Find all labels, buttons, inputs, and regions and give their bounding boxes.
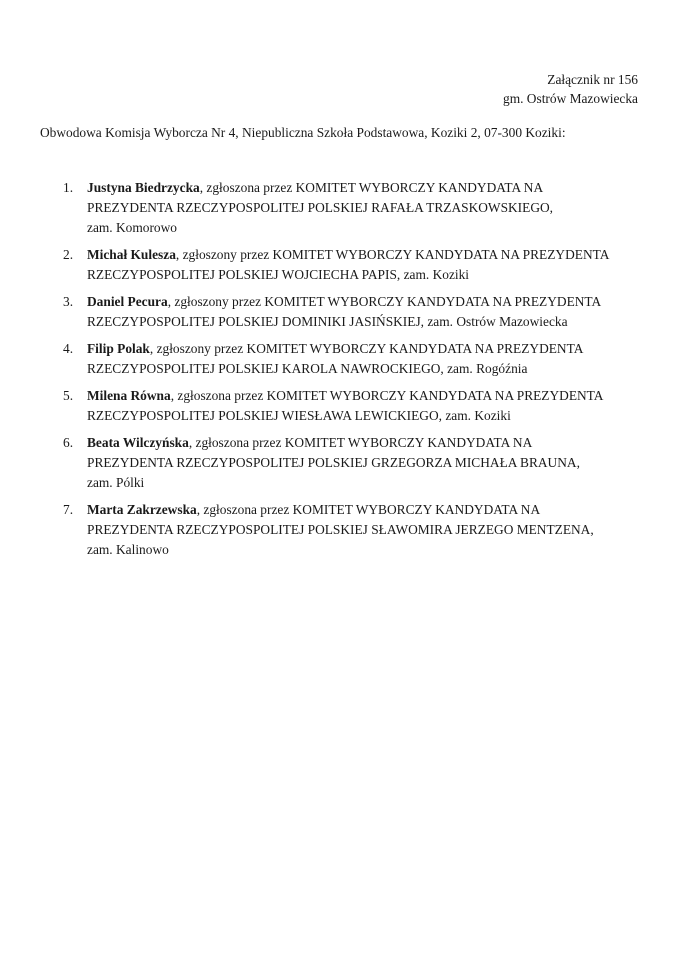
list-item xyxy=(0,500,679,560)
item-line: RZECZYPOSPOLITEJ POLSKIEJ WIESŁAWA LEWICKIEGO, zam. Koziki xyxy=(87,408,511,423)
item-line: RZECZYPOSPOLITEJ POLSKIEJ WOJCIECHA PAPIS, zam. Koziki xyxy=(87,267,470,282)
item-line: RZECZYPOSPOLITEJ POLSKIEJ DOMINIKI JASIŃSKIEJ, zam. Ostrów Mazowiecka xyxy=(87,314,568,329)
item-number: 6. xyxy=(63,435,74,450)
list-item xyxy=(0,292,679,332)
list-item xyxy=(0,339,679,379)
list-item xyxy=(0,386,679,426)
item-line: RZECZYPOSPOLITEJ POLSKIEJ KAROLA NAWROCKIEGO, zam. Rogóźnia xyxy=(87,361,528,376)
member-name: Filip Polak xyxy=(87,341,150,356)
item-number: 2. xyxy=(63,247,74,262)
item-line xyxy=(87,292,639,312)
member-name: Beata Wilczyńska xyxy=(87,435,189,450)
item-number: 4. xyxy=(63,341,74,356)
commission-title: Obwodowa Komisja Wyborcza Nr 4, Niepubliczna Szkoła Podstawowa, Koziki 2, 07-300 Koziki: xyxy=(40,125,566,140)
municipality: gm. Ostrów Mazowiecka xyxy=(503,91,638,106)
item-line: PREZYDENTA RZECZYPOSPOLITEJ POLSKIEJ GRZEGORZA MICHAŁA BRAUNA, xyxy=(87,455,580,470)
item-text: , zgłoszony przez KOMITET WYBORCZY KANDYDATA NA PREZYDENTA xyxy=(167,294,602,309)
item-line xyxy=(87,339,639,359)
member-name: Daniel Pecura xyxy=(87,294,168,309)
document-header xyxy=(503,70,638,108)
item-text: , zgłoszona przez KOMITET WYBORCZY KANDYDATA NA xyxy=(199,180,544,195)
list-item xyxy=(0,433,679,493)
list-item xyxy=(0,245,679,285)
member-name: Milena Równa xyxy=(87,388,171,403)
members-list xyxy=(0,178,679,567)
member-name: Justyna Biedrzycka xyxy=(87,180,200,195)
item-line xyxy=(87,245,639,265)
item-text: , zgłoszona przez KOMITET WYBORCZY KANDYDATA NA xyxy=(188,435,533,450)
attachment-number: Załącznik nr 156 xyxy=(547,72,638,87)
item-text: , zgłoszona przez KOMITET WYBORCZY KANDYDATA NA PREZYDENTA xyxy=(170,388,604,403)
item-text: , zgłoszony przez KOMITET WYBORCZY KANDYDATA NA PREZYDENTA xyxy=(149,341,584,356)
item-number: 7. xyxy=(63,502,74,517)
item-line: PREZYDENTA RZECZYPOSPOLITEJ POLSKIEJ SŁAWOMIRA JERZEGO MENTZENA, xyxy=(87,522,594,537)
item-number: 3. xyxy=(63,294,74,309)
member-name: Marta Zakrzewska xyxy=(87,502,197,517)
item-line: PREZYDENTA RZECZYPOSPOLITEJ POLSKIEJ RAFAŁA TRZASKOWSKIEGO, xyxy=(87,200,554,215)
item-line xyxy=(87,178,639,198)
item-number: 1. xyxy=(63,180,74,195)
item-line xyxy=(87,386,639,406)
item-line: zam. Kalinowo xyxy=(87,542,169,557)
item-line: zam. Pólki xyxy=(87,475,145,490)
list-item xyxy=(0,178,679,238)
item-number: 5. xyxy=(63,388,74,403)
item-text: , zgłoszona przez KOMITET WYBORCZY KANDYDATA NA xyxy=(196,502,541,517)
item-text: , zgłoszony przez KOMITET WYBORCZY KANDYDATA NA PREZYDENTA xyxy=(175,247,610,262)
item-line xyxy=(87,433,639,453)
member-name: Michał Kulesza xyxy=(87,247,176,262)
item-line xyxy=(87,500,639,520)
item-line: zam. Komorowo xyxy=(87,220,177,235)
